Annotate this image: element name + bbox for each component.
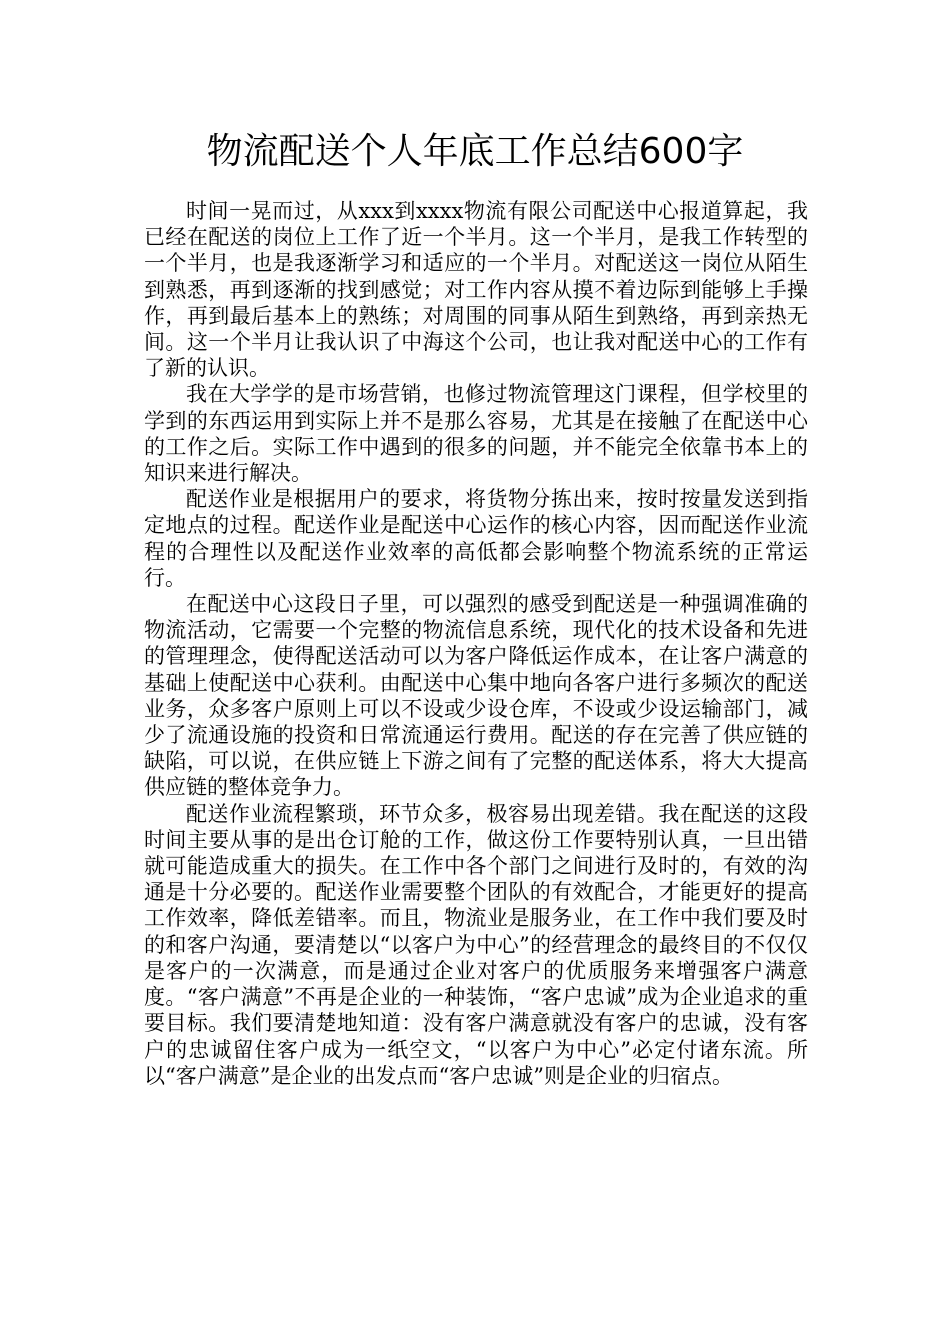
paragraph-3: 配送作业是根据用户的要求，将货物分拣出来，按时按量发送到指定地点的过程。配送作业是配送中心运作的核心内容，因而配送作业流程的合理性以及配送作业效率的高低都会影响整个物流系统的正常运行。 [144, 487, 808, 590]
paragraph-1: 时间一晃而过，从xxx到xxxx物流有限公司配送中心报道算起，我已经在配送的岗位上工作了近一个半月。这一个半月，是我工作转型的一个半月，也是我逐渐学习和适应的一个半月。对配送这一岗位从陌生到熟悉，再到逐渐的找到感觉；对工作内容从摸不着边际到能够上手操作，再到最后基本上的熟练；对周围的同事从陌生到熟络，再到亲热无间。这一个半月让我认识了中海这个公司，也让我对配送中心的工作有了新的认识。 [144, 199, 808, 381]
document-title: 物流配送个人年底工作总结600字 [206, 131, 744, 172]
document-body [144, 198, 808, 1089]
paragraph-4: 在配送中心这段日子里，可以强烈的感受到配送是一种强调准确的物流活动，它需要一个完整的物流信息系统，现代化的技术设备和先进的管理理念，使得配送活动可以为客户降低运作成本，在让客户满意的基础上使配送中心获利。由配送中心集中地向各客户进行多频次的配送业务，众多客户原则上可以不设或少设仓库，不设或少设运输部门，减少了流通设施的投资和日常流通运行费用。配送的存在完善了供应链的缺陷，可以说，在供应链上下游之间有了完整的配送体系，将大大提高供应链的整体竞争力。 [144, 592, 808, 800]
paragraph-2: 我在大学学的是市场营销，也修过物流管理这门课程，但学校里的学到的东西运用到实际上并不是那么容易，尤其是在接触了在配送中心的工作之后。实际工作中遇到的很多的问题，并不能完全依靠书本上的知识来进行解决。 [144, 382, 808, 486]
paragraph-5: 配送作业流程繁琐，环节众多，极容易出现差错。我在配送的这段时间主要从事的是出仓订舱的工作，做这份工作要特别认真，一旦出错就可能造成重大的损失。在工作中各个部门之间进行及时的，有效的沟通是十分必要的。配送作业需要整个团队的有效配合，才能更好的提高工作效率，降低差错率。而且，物流业是服务业，在工作中我们要及时的和客户沟通，要清楚以“以客户为中心”的经营理念的最终目的不仅仅是客户的一次满意，而是通过企业对客户的优质服务来增强客户满意度。“客户满意”不再是企业的一种装饰，“客户忠诚”成为企业追求的重要目标。我们要清楚地知道：没有客户满意就没有客户的忠诚，没有客户的忠诚留住客户成为一纸空文，“以客户为中心”必定付诸东流。所以“客户满意”是企业的出发点而“客户忠诚”则是企业的归宿点。 [144, 801, 808, 1088]
